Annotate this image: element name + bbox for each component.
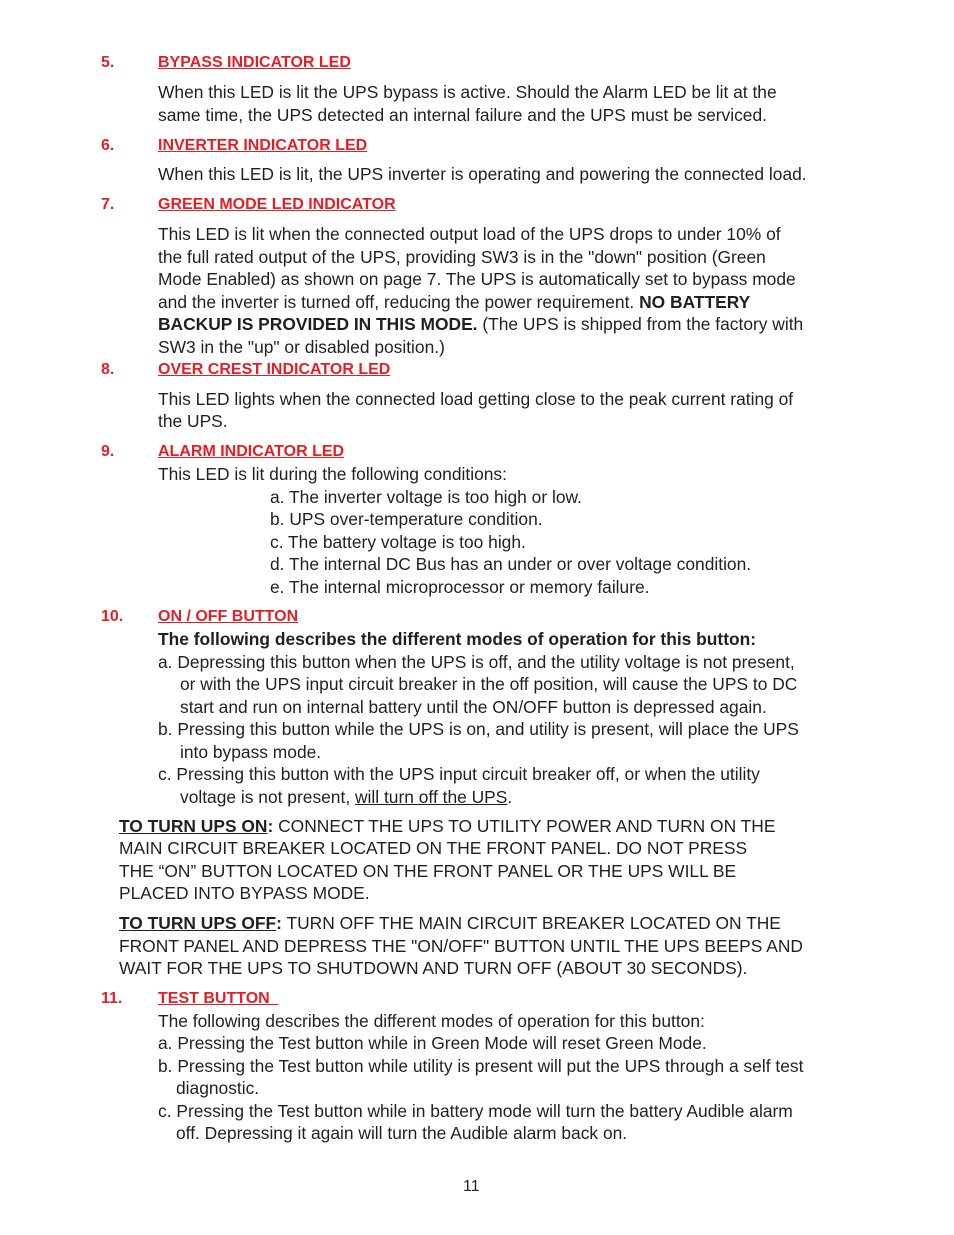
backup-mode-emphasis: BACKUP IS PROVIDED IN THIS MODE. <box>158 314 478 334</box>
section-11-item-line: off. Depressing it again will turn the Audible alarm back on. <box>176 1123 628 1143</box>
condition-item: a. The inverter voltage is too high or low. <box>270 487 582 507</box>
section-6-heading: INVERTER INDICATOR LED <box>158 137 368 154</box>
section-7-line-4 <box>158 291 750 314</box>
section-11-item-line: c. Pressing the Test button while in battery mode will turn the battery Audible alarm <box>158 1101 793 1121</box>
section-5-line-1: When this LED is lit the UPS bypass is active. Should the Alarm LED be lit at the <box>158 82 777 102</box>
turn-off-label: TO TURN UPS OFF <box>119 913 277 933</box>
section-7-heading: GREEN MODE LED INDICATOR <box>158 196 396 213</box>
section-6-line-1: When this LED is lit, the UPS inverter is operating and powering the connected load. <box>158 164 807 184</box>
no-battery-emphasis: NO BATTERY <box>639 292 751 312</box>
condition-item: b. UPS over-temperature condition. <box>270 509 543 529</box>
section-11-item-line: b. Pressing the Test button while utility is present will put the UPS through a self test <box>158 1056 804 1076</box>
section-7-line-2: the full rated output of the UPS, providing SW3 is in the "down" position (Green <box>158 247 766 267</box>
turn-on-label: TO TURN UPS ON <box>119 816 268 836</box>
section-9-heading: ALARM INDICATOR LED <box>158 443 345 460</box>
turn-off-line-1 <box>119 912 781 935</box>
section-10-number: 10. <box>101 608 124 625</box>
section-11-item-line: diagnostic. <box>176 1078 260 1098</box>
section-11-intro: The following describes the different modes of operation for this button: <box>158 1011 705 1031</box>
turn-off-colon: : <box>276 913 282 933</box>
section-10-intro: The following describes the different modes of operation for this button: <box>158 629 757 649</box>
turn-on-colon: : <box>267 816 274 836</box>
section-10-item-line: into bypass mode. <box>180 742 322 762</box>
section-7-line-6: SW3 in the "up" or disabled position.) <box>158 337 445 357</box>
section-10-item-line: c. Pressing this button with the UPS input circuit breaker off, or when the utility <box>158 764 760 784</box>
section-11-heading: TEST BUTTON <box>158 990 279 1007</box>
section-6-number: 6. <box>101 137 115 154</box>
section-11-item-line: a. Pressing the Test button while in Green Mode will reset Green Mode. <box>158 1033 707 1053</box>
section-9-number: 9. <box>101 443 115 460</box>
turn-on-line-2: MAIN CIRCUIT BREAKER LOCATED ON THE FRONT PANEL. DO NOT PRESS <box>119 838 748 858</box>
section-10-heading: ON / OFF BUTTON <box>158 608 299 625</box>
turn-on-line-3: THE “ON” BUTTON LOCATED ON THE FRONT PANEL OR THE UPS WILL BE <box>119 861 737 881</box>
section-7-line-4-text: and the inverter is turned off, reducing the power requirement. <box>158 292 640 312</box>
section-10-last-suffix: . <box>507 787 513 807</box>
section-10-item-line: b. Pressing this button while the UPS is on, and utility is present, will place the UPS <box>158 719 799 739</box>
condition-item: e. The internal microprocessor or memory failure. <box>270 577 650 597</box>
section-10-last-prefix: voltage is not present, <box>180 787 355 807</box>
section-7-line-3: Mode Enabled) as shown on page 7. The UPS is automatically set to bypass mode <box>158 269 796 289</box>
section-10-item-line: start and run on internal battery until the ON/OFF button is depressed again. <box>180 697 767 717</box>
section-5-number: 5. <box>101 54 115 71</box>
turn-on-line-4: PLACED INTO BYPASS MODE. <box>119 883 370 903</box>
turn-off-text: TURN OFF THE MAIN CIRCUIT BREAKER LOCATED ON THE <box>281 913 781 933</box>
section-10-item-line: or with the UPS input circuit breaker in the off position, will cause the UPS to DC <box>180 674 798 694</box>
turn-off-line-3: WAIT FOR THE UPS TO SHUTDOWN AND TURN OFF (ABOUT 30 SECONDS). <box>119 958 748 978</box>
section-8-line-1: This LED lights when the connected load getting close to the peak current rating of <box>158 389 794 409</box>
section-7-line-5 <box>158 313 803 336</box>
turn-off-line-2: FRONT PANEL AND DEPRESS THE "ON/OFF" BUTTON UNTIL THE UPS BEEPS AND <box>119 936 803 956</box>
page-number: 11 <box>463 1178 480 1195</box>
section-5-heading: BYPASS INDICATOR LED <box>158 54 351 71</box>
section-9-intro: This LED is lit during the following conditions: <box>158 464 507 484</box>
turn-on-line-1 <box>119 815 775 838</box>
section-5-line-2: same time, the UPS detected an internal failure and the UPS must be serviced. <box>158 105 767 125</box>
section-7-number: 7. <box>101 196 115 213</box>
section-10-item-line: a. Depressing this button when the UPS is off, and the utility voltage is not present, <box>158 652 795 672</box>
section-7-line-1: This LED is lit when the connected output load of the UPS drops to under 10% of <box>158 224 781 244</box>
condition-item: c. The battery voltage is too high. <box>270 532 526 552</box>
section-8-line-2: the UPS. <box>158 411 228 431</box>
condition-item: d. The internal DC Bus has an under or over voltage condition. <box>270 554 752 574</box>
turn-on-text: CONNECT THE UPS TO UTILITY POWER AND TURN ON THE <box>273 816 776 836</box>
section-8-number: 8. <box>101 361 115 378</box>
section-10-item-line <box>180 786 512 809</box>
will-turn-off-emphasis: will turn off the UPS <box>354 787 508 807</box>
section-7-line-5-text: (The UPS is shipped from the factory with <box>477 314 804 334</box>
section-8-heading: OVER CREST INDICATOR LED <box>158 361 391 378</box>
section-11-number: 11. <box>101 990 123 1007</box>
